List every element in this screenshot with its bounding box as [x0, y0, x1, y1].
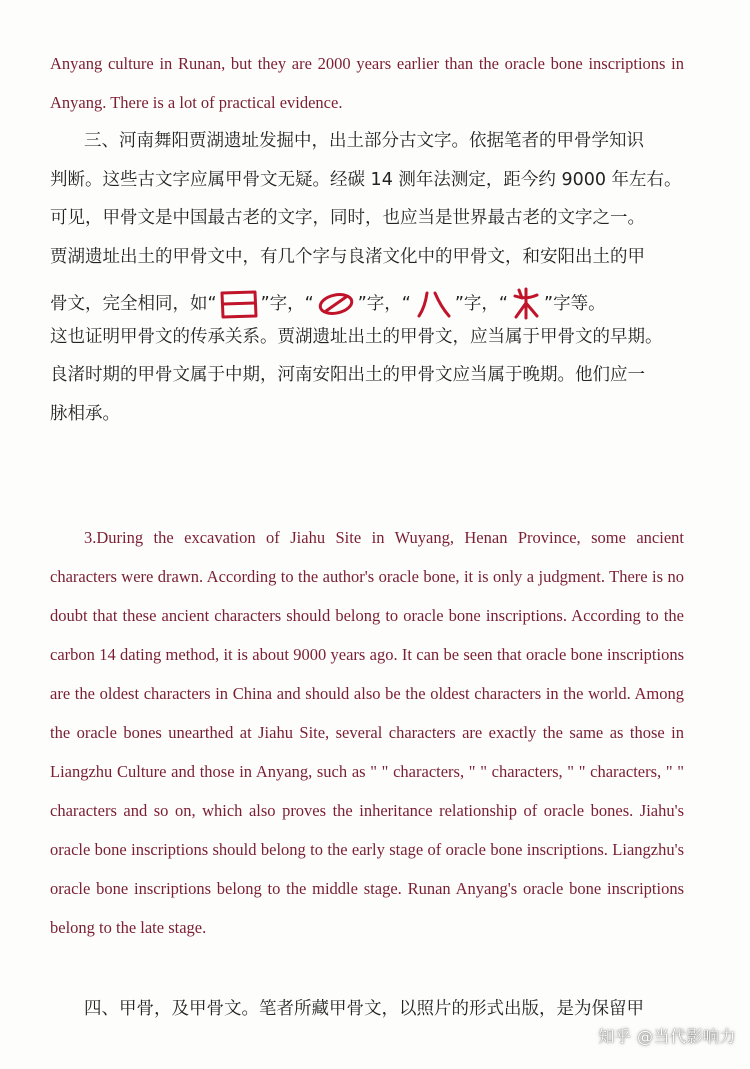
zhihu-watermark: 知乎 @当代影响力	[598, 1027, 736, 1046]
zh3-line-3: 可见，甲骨文是中国最古老的文字，同时，也应当是世界最古老的文字之一。	[50, 208, 645, 228]
paragraph-english-top: Anyang culture in Runan, but they are 2000 years earlier than the oracle bone inscriptions in Anyang. There is a lot of practical evidence.	[50, 54, 684, 112]
examples-sep-1: ”字，“	[260, 294, 314, 314]
examples-sep-3: ”字，“	[454, 294, 508, 314]
paragraph-chinese-4: 四、甲骨，及甲骨文。笔者所藏甲骨文，以照片的形式出版，是为保留甲	[84, 999, 644, 1019]
paragraph-chinese-3	[50, 122, 684, 433]
zh3-line-2: 判断。这些古文字应属甲骨文无疑。经碳 14 测年法测定，距今约 9000 年左右。	[50, 169, 682, 190]
eight-glyph-icon	[413, 289, 453, 319]
figure-glyph-icon	[510, 287, 542, 321]
examples-sep-2: ”字，“	[357, 294, 411, 314]
paragraph-english-3: 3.During the excavation of Jiahu Site in Wuyang, Henan Province, some ancient characters were drawn. According to the author's oracle bone, it is only a judgment. There is no doubt that these ancient characters should belong to oracle bone inscriptions. According to the carbon 14 dating method, it is about 9000 years ago. It can be seen that oracle bone inscriptions are the oldest characters in China and should also be the oldest characters in the world. Among the oracle bones unearthed at Jiahu Site, several characters are exactly the same as those in Liangzhu Culture and those in Anyang, such as " " characters, " " characters, " " characters, " " characters and so on, which also proves the inheritance relationship of oracle bones. Jiahu's oracle bone inscriptions should belong to the early stage of oracle bone inscriptions. Liangzhu's oracle bone inscriptions belong to the middle stage. Runan Anyang's oracle bone inscriptions belong to the late stage.	[50, 528, 684, 937]
zh3-line-4: 贾湖遗址出土的甲骨文中，有几个字与良渚文化中的甲骨文，和安阳出土的甲	[50, 246, 645, 267]
examples-prefix: 骨文，完全相同，如“	[50, 294, 217, 314]
box-glyph-icon	[219, 289, 259, 319]
zh3-line-8: 脉相承。	[50, 403, 120, 424]
zh3-line-6: 这也证明甲骨文的传承关系。贾湖遗址出土的甲骨文，应当属于甲骨文的早期。	[50, 326, 663, 347]
examples-suffix: ”字等。	[544, 294, 606, 314]
zh3-line-1: 三、河南舞阳贾湖遗址发掘中，出土部分古文字。依据笔者的甲骨学知识	[84, 131, 644, 151]
eye-glyph-icon	[316, 289, 356, 319]
zh3-line-7: 良渚时期的甲骨文属于中期，河南安阳出土的甲骨文应当属于晚期。他们应一	[50, 365, 645, 385]
